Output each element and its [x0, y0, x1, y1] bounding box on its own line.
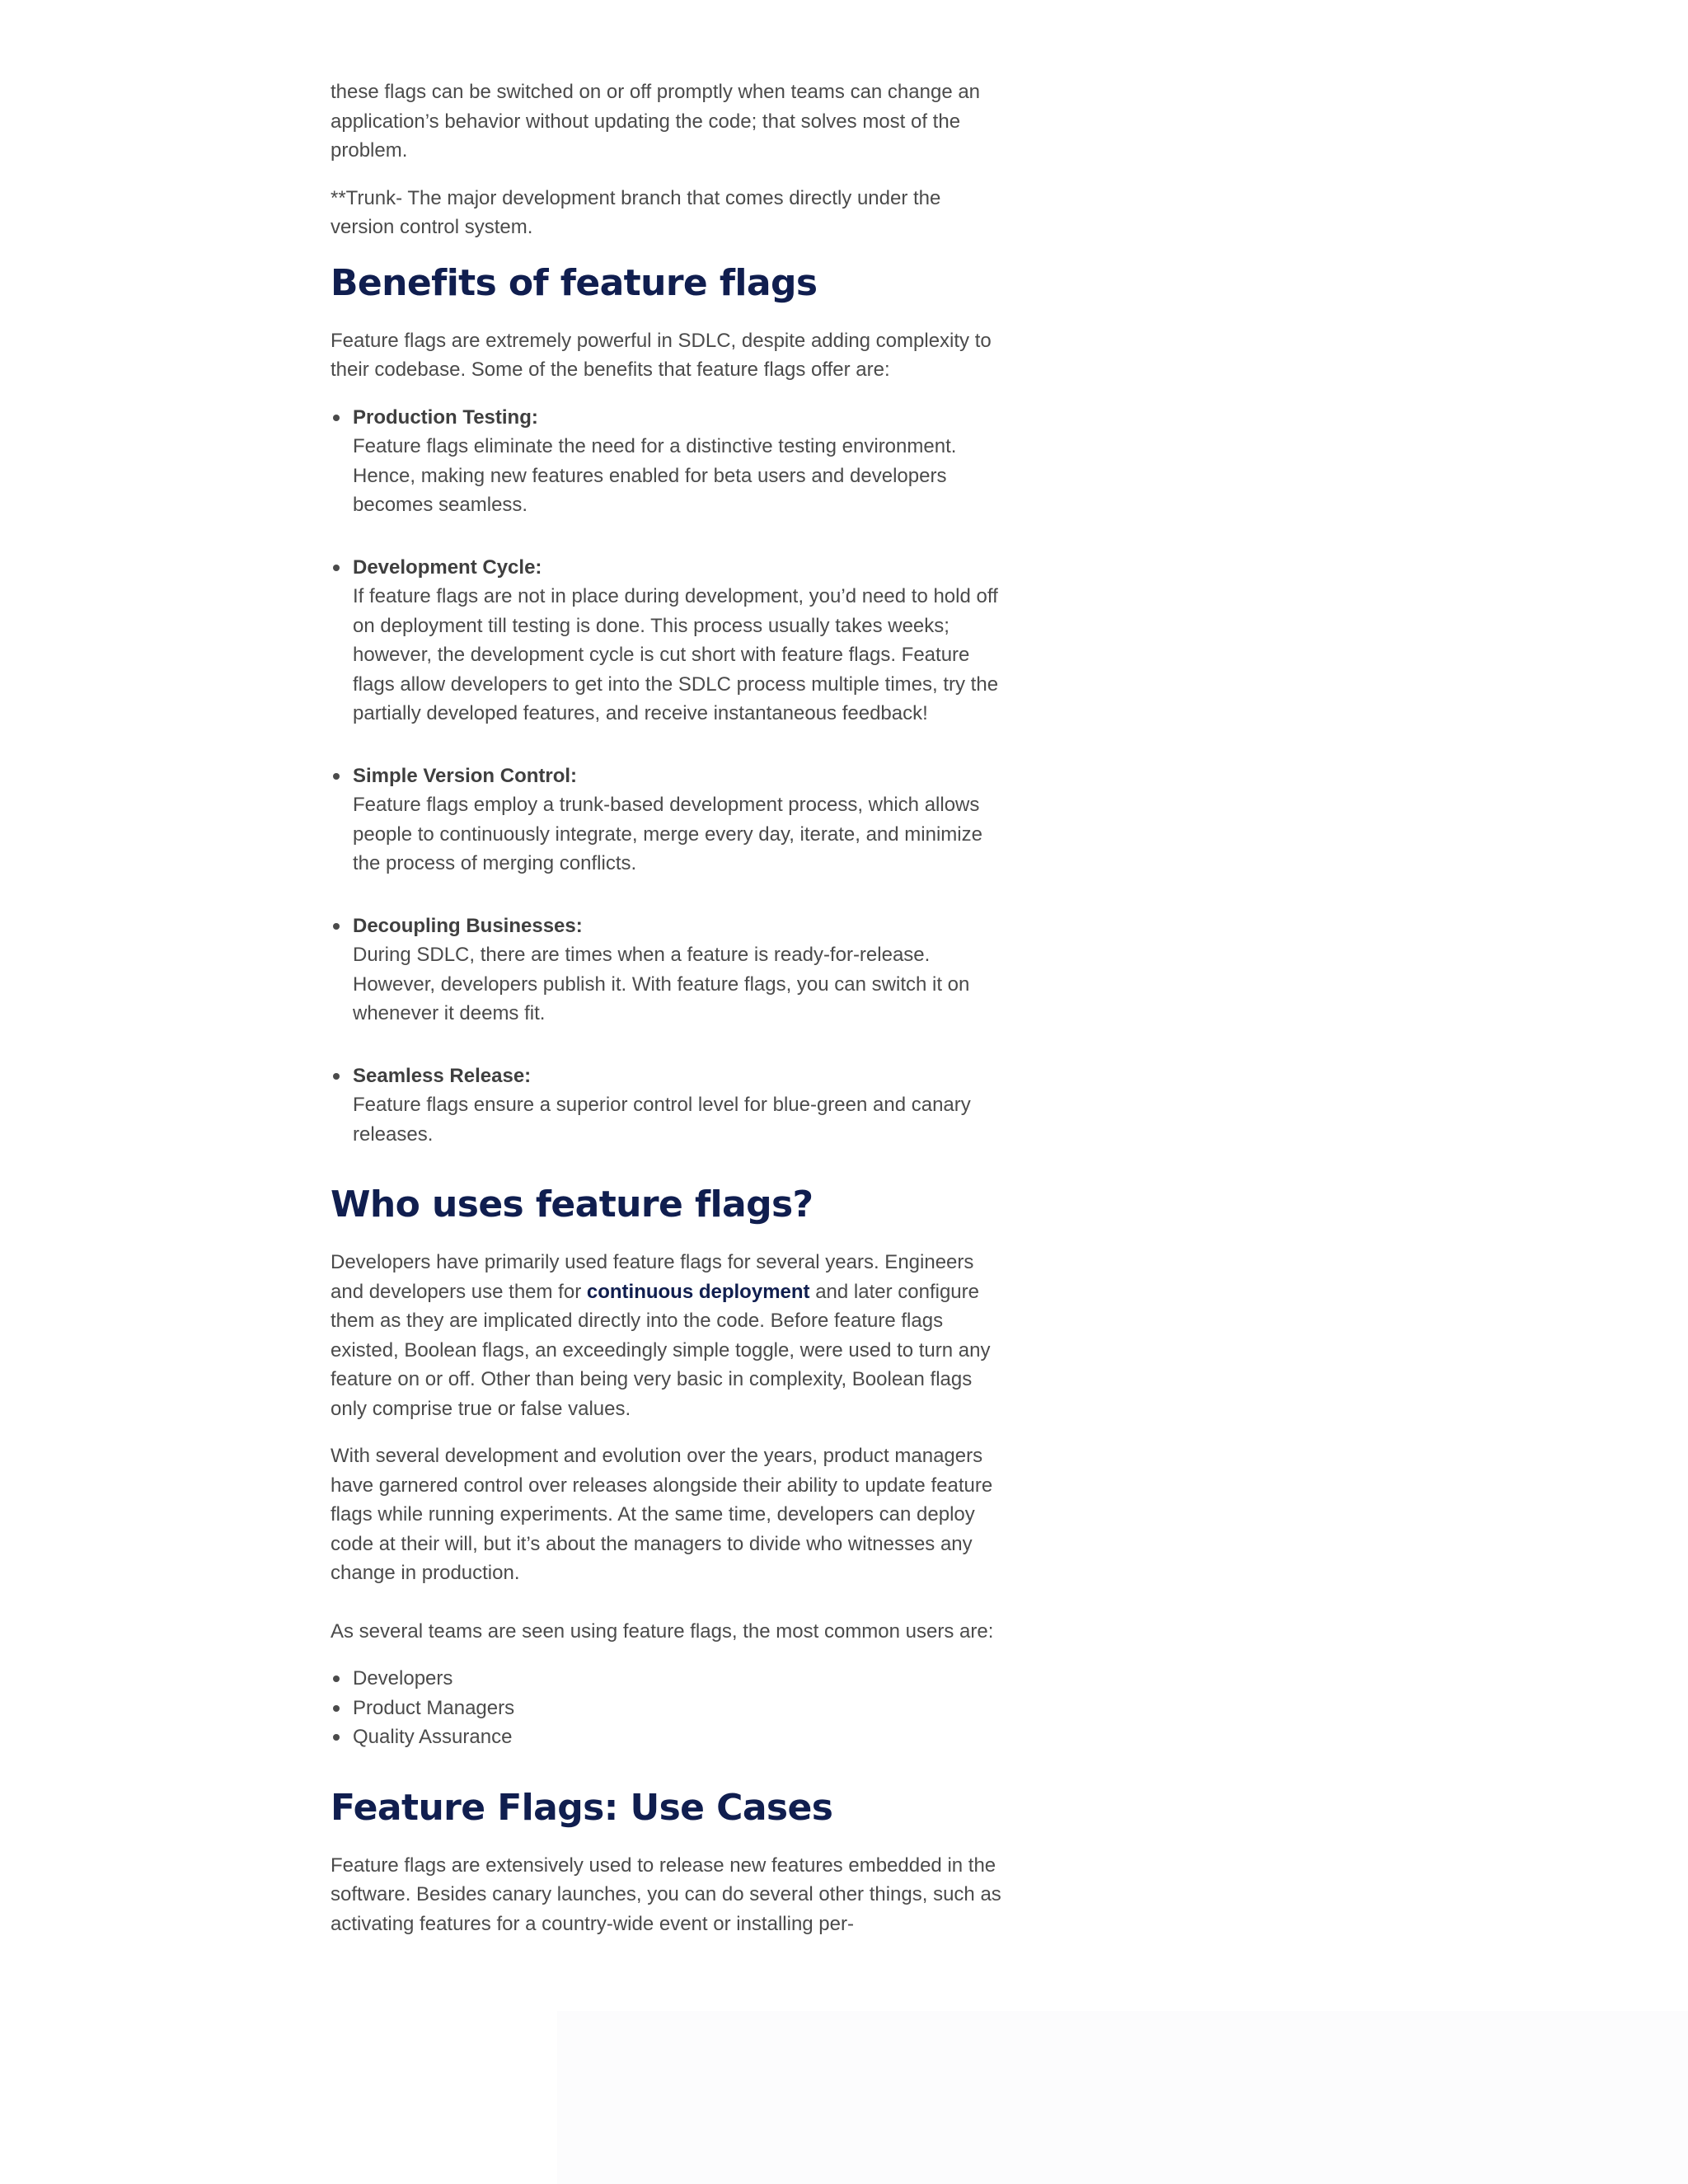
who-text-before-link: Developers have primarily used feature flags for several years. Engineers and developers use them for: [331, 1251, 974, 1303]
intro-paragraph: these flags can be switched on or off promptly when teams can change an application’s behavior without updating the code; that solves most of the problem.: [331, 81, 981, 162]
bullet-icon: [333, 565, 340, 571]
bullet-icon: [333, 923, 340, 930]
who-uses-heading: Who uses feature flags?: [331, 1183, 814, 1226]
benefit-title: Seamless Release:: [353, 1064, 532, 1087]
who-paragraph-3: As several teams are seen using feature flags, the most common users are:: [331, 1619, 994, 1643]
benefit-item-development-cycle: [353, 553, 1006, 729]
who-text-after-link: and later configure them as they are implicated directly into the code. Before feature flags existed, Boolean flags, an exceedingly simple toggle, were used to turn any feature on or off. Other than being very basic in complexity, Boolean flags only comprise true or false values.: [331, 1280, 991, 1420]
benefit-description: Feature flags ensure a superior control level for blue-green and canary releases.: [353, 1094, 971, 1146]
users-list-item-label: Product Managers: [353, 1696, 515, 1719]
benefits-list: [331, 403, 1006, 1150]
benefit-description: Feature flags employ a trunk-based development process, which allows people to continuously integrate, merge every day, iterate, and minimize the process of merging conflicts.: [353, 794, 982, 874]
benefit-description: If feature flags are not in place during development, you’d need to hold off on deployment till testing is done. This process usually takes weeks; however, the development cycle is cut short with feature flags. Feature flags allow developers to get into the SDLC process multiple times, try the partially developed features, and receive instantaneous feedback!: [353, 585, 999, 724]
bullet-icon: [333, 1073, 340, 1080]
bullet-icon: [333, 1705, 340, 1712]
article-body: [331, 77, 1006, 1938]
benefits-intro: Feature flags are extremely powerful in SDLC, despite adding complexity to their codebase. Some of the benefits that feature flags offer are:: [331, 329, 992, 381]
benefits-heading: Benefits of feature flags: [331, 261, 818, 304]
users-list-item: [353, 1722, 1006, 1752]
benefit-title: Development Cycle:: [353, 555, 542, 579]
benefit-title: Simple Version Control:: [353, 764, 578, 787]
benefit-title: Decoupling Businesses:: [353, 914, 583, 937]
users-list-item-label: Developers: [353, 1667, 453, 1690]
benefit-item-decoupling-businesses: [353, 912, 1006, 1029]
page-background-panel: [557, 2011, 1688, 2184]
continuous-deployment-link[interactable]: continuous deployment: [586, 1280, 810, 1303]
use-cases-heading: Feature Flags: Use Cases: [331, 1786, 833, 1829]
bullet-icon: [333, 415, 340, 421]
users-list-item: [353, 1694, 1006, 1723]
trunk-footnote: **Trunk- The major development branch that comes directly under the version control system.: [331, 186, 941, 238]
who-paragraph-2: With several development and evolution over the years, product managers have garnered control over releases alongside their ability to update feature flags while running experiments. At the same time, developers can deploy code at their will, but it’s about the managers to divide who witnesses any change in production.: [331, 1445, 993, 1584]
users-list-item: [353, 1664, 1006, 1694]
use-cases-paragraph: Feature flags are extensively used to release new features embedded in the software. Besides canary launches, you can do several other things, such as activating features for a country-wide event or installing per-: [331, 1854, 1001, 1935]
benefit-description: During SDLC, there are times when a feature is ready-for-release. However, developers publish it. With feature flags, you can switch it on whenever it deems fit.: [353, 944, 970, 1024]
bullet-icon: [333, 1675, 340, 1682]
who-paragraph-1: [331, 1248, 1006, 1423]
benefit-item-production-testing: [353, 403, 1006, 520]
bullet-icon: [333, 1734, 340, 1741]
benefit-description: Feature flags eliminate the need for a distinctive testing environment. Hence, making new features enabled for beta users and developers becomes seamless.: [353, 435, 957, 516]
benefit-title: Production Testing:: [353, 405, 538, 429]
benefit-item-simple-version-control: [353, 762, 1006, 879]
bullet-icon: [333, 773, 340, 780]
users-list-item-label: Quality Assurance: [353, 1726, 513, 1748]
users-list: [331, 1664, 1006, 1752]
benefit-item-seamless-release: [353, 1062, 1006, 1150]
